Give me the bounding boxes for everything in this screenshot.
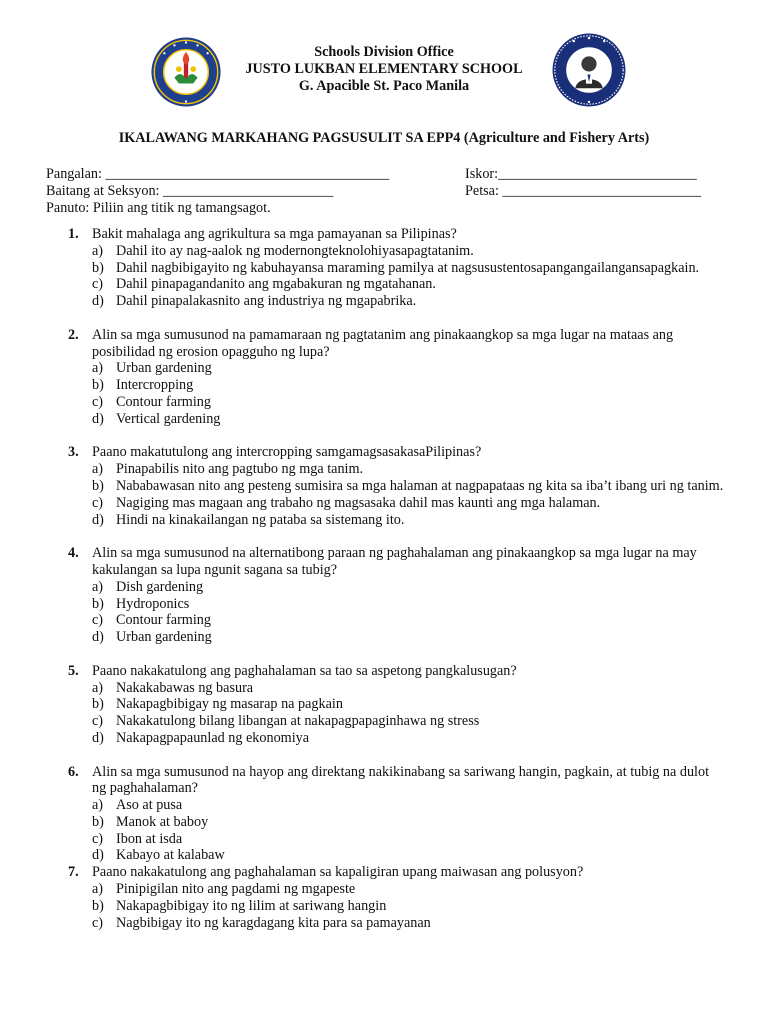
answer-option[interactable] (92, 293, 726, 310)
question-text: Alin sa mga sumusunod na pamamaraan ng pagtatanim ang pinakaangkop sa mga lugar na mataas ang posibilidad ng erosion opagguho ng lupa? (92, 326, 674, 360)
option-letter: d) (92, 847, 104, 864)
option-letter: a) (92, 578, 104, 595)
answer-option[interactable] (92, 377, 726, 394)
option-text: Nakakatulong bilang libangan at nakapagpapaginhawa ng stress (116, 713, 480, 730)
score-field[interactable]: Iskor:____________________________ (465, 166, 697, 182)
grade-section-field[interactable]: Baitang at Seksyon: ________________________ (46, 183, 334, 199)
option-letter: b) (92, 377, 104, 394)
option-letter: c) (92, 914, 104, 931)
option-letter: b) (92, 696, 104, 713)
question-text: Alin sa mga sumusunod na hayop ang direktang nakikinabang sa sariwang hangin, pagkain, at tubig na dulot ng paghahalaman? (92, 763, 710, 797)
option-letter: b) (92, 813, 104, 830)
option-letter: c) (92, 276, 104, 293)
option-text: Ibon at isda (116, 830, 183, 847)
question-text: Paano nakakatulong ang paghahalaman sa kapaligiran upang maiwasan ang polusyon? (92, 864, 584, 881)
answer-option[interactable] (92, 797, 726, 814)
question-spacer (46, 528, 726, 545)
question-number: 5. (68, 662, 79, 679)
option-text: Hydroponics (116, 595, 190, 612)
option-letter: d) (92, 511, 104, 528)
option-letter: b) (92, 897, 104, 914)
header-school-name: JUSTO LUKBAN ELEMENTARY SCHOOL (245, 61, 523, 77)
option-text: Intercropping (116, 377, 194, 394)
option-letter: d) (92, 629, 104, 646)
option-text: Dish gardening (116, 578, 204, 595)
option-text: Dahil pinapalakasnito ang industriya ng mgapabrika. (116, 293, 417, 310)
option-text: Nababawasan nito ang pesteng sumisira sa mga halaman at nagpapataas ng kita sa iba’t ibang uri ng tanim. (116, 477, 724, 494)
question-number: 2. (68, 326, 79, 343)
answer-option[interactable] (92, 730, 726, 747)
question-item (46, 545, 726, 646)
option-letter: d) (92, 729, 104, 746)
option-text: Nakapagpapaunlad ng ekonomiya (116, 729, 310, 746)
answer-option[interactable] (92, 713, 726, 730)
answer-option[interactable] (92, 260, 726, 277)
question-item (46, 444, 726, 528)
answer-option[interactable] (92, 495, 726, 512)
option-letter: c) (92, 830, 104, 847)
answer-option[interactable] (92, 461, 726, 478)
answer-option[interactable] (92, 478, 726, 495)
name-field[interactable]: Pangalan: ________________________________________ (46, 166, 390, 182)
option-text: Contour farming (116, 612, 211, 629)
option-letter: a) (92, 360, 104, 377)
answer-option[interactable] (92, 596, 726, 613)
answer-option[interactable] (92, 276, 726, 293)
option-text: Nakakabawas ng basura (116, 679, 254, 696)
option-letter: a) (92, 881, 104, 898)
answer-option[interactable] (92, 831, 726, 848)
instructions: Panuto: Piliin ang titik ng tamangsagot. (46, 200, 271, 216)
answer-option[interactable] (92, 612, 726, 629)
document-header (0, 36, 768, 106)
question-item (46, 764, 726, 865)
option-text: Contour farming (116, 393, 211, 410)
header-office-name: Schools Division Office (314, 44, 454, 60)
option-text: Nakapagbibigay ng masarap na pagkain (116, 696, 343, 713)
answer-option[interactable] (92, 512, 726, 529)
option-text: Urban gardening (116, 629, 212, 646)
header-text (0, 44, 768, 95)
answer-option[interactable] (92, 847, 726, 864)
option-text: Nagiging mas magaan ang trabaho ng magsasaka dahil mas kaunti ang mga halaman. (116, 494, 601, 511)
option-text: Aso at pusa (116, 797, 183, 814)
option-text: Hindi na kinakailangan ng pataba sa sistemang ito. (116, 511, 405, 528)
answer-option[interactable] (92, 696, 726, 713)
option-text: Vertical gardening (116, 410, 221, 427)
question-text: Bakit mahalaga ang agrikultura sa mga pamayanan sa Pilipinas? (92, 226, 457, 242)
option-letter: d) (92, 293, 104, 310)
question-spacer (46, 747, 726, 764)
answer-option[interactable] (92, 243, 726, 260)
option-text: Manok at baboy (116, 813, 209, 830)
option-letter: c) (92, 494, 104, 511)
option-letter: a) (92, 679, 104, 696)
option-letter: a) (92, 461, 104, 478)
option-text: Nakapagbibigay ito ng lilim at sariwang hangin (116, 897, 387, 914)
question-text: Paano makatutulong ang intercropping samgamagsasakasaPilipinas? (92, 444, 482, 461)
option-text: Dahil pinapagandanito ang mgabakuran ng mgatahanan. (116, 276, 436, 293)
date-field[interactable]: Petsa: ____________________________ (465, 183, 702, 199)
answer-option[interactable] (92, 881, 726, 898)
question-list (46, 226, 726, 931)
answer-option[interactable] (92, 411, 726, 428)
exam-title: IKALAWANG MARKAHANG PAGSUSULIT SA EPP4 (Agriculture and Fishery Arts) (118, 130, 650, 146)
option-letter: a) (92, 242, 104, 259)
option-letter: b) (92, 259, 104, 276)
question-spacer (46, 428, 726, 445)
question-text: Paano nakakatulong ang paghahalaman sa tao sa aspetong pangkalusugan? (92, 662, 517, 679)
question-number: 4. (68, 545, 79, 562)
question-spacer (46, 310, 726, 327)
option-letter: c) (92, 612, 104, 629)
option-text: Dahil ito ay nag-aalok ng modernongteknolohiyasapagtatanim. (116, 242, 474, 259)
option-letter: b) (92, 477, 104, 494)
question-item (46, 663, 726, 747)
answer-option[interactable] (92, 898, 726, 915)
question-item (46, 226, 726, 310)
option-text: Pinipigilan nito ang pagdami ng mgapeste (116, 881, 356, 898)
answer-option[interactable] (92, 680, 726, 697)
answer-option[interactable] (92, 360, 726, 377)
option-text: Dahil nagbibigayito ng kabuhayansa maraming pamilya at nagsusustentosapangangailangansapagkain. (116, 259, 700, 276)
question-text: Alin sa mga sumusunod na alternatibong paraan ng paghahalaman ang pinakaangkop sa mga lugar na may kakulangan sa lupa ngunit sagana sa tubig? (92, 545, 697, 578)
option-letter: d) (92, 410, 104, 427)
question-number: 7. (68, 864, 79, 881)
question-number: 6. (68, 763, 79, 780)
option-letter: c) (92, 713, 104, 730)
justo-lukban-school-seal-icon (551, 32, 627, 108)
question-number: 3. (68, 444, 79, 461)
option-letter: c) (92, 393, 104, 410)
question-spacer (46, 646, 726, 663)
answer-option[interactable] (92, 814, 726, 831)
answer-option[interactable] (92, 915, 726, 932)
option-text: Kabayo at kalabaw (116, 847, 225, 864)
question-item (46, 864, 726, 931)
header-address: G. Apacible St. Paco Manila (298, 78, 470, 94)
answer-option[interactable] (92, 629, 726, 646)
option-letter: a) (92, 797, 104, 814)
question-number: 1. (68, 226, 79, 242)
option-letter: b) (92, 595, 104, 612)
option-text: Pinapabilis nito ang pagtubo ng mga tanim. (116, 461, 364, 478)
answer-option[interactable] (92, 579, 726, 596)
question-item (46, 327, 726, 428)
option-text: Urban gardening (116, 360, 212, 377)
option-text: Nagbibigay ito ng karagdagang kita para sa pamayanan (116, 914, 431, 931)
answer-option[interactable] (92, 394, 726, 411)
